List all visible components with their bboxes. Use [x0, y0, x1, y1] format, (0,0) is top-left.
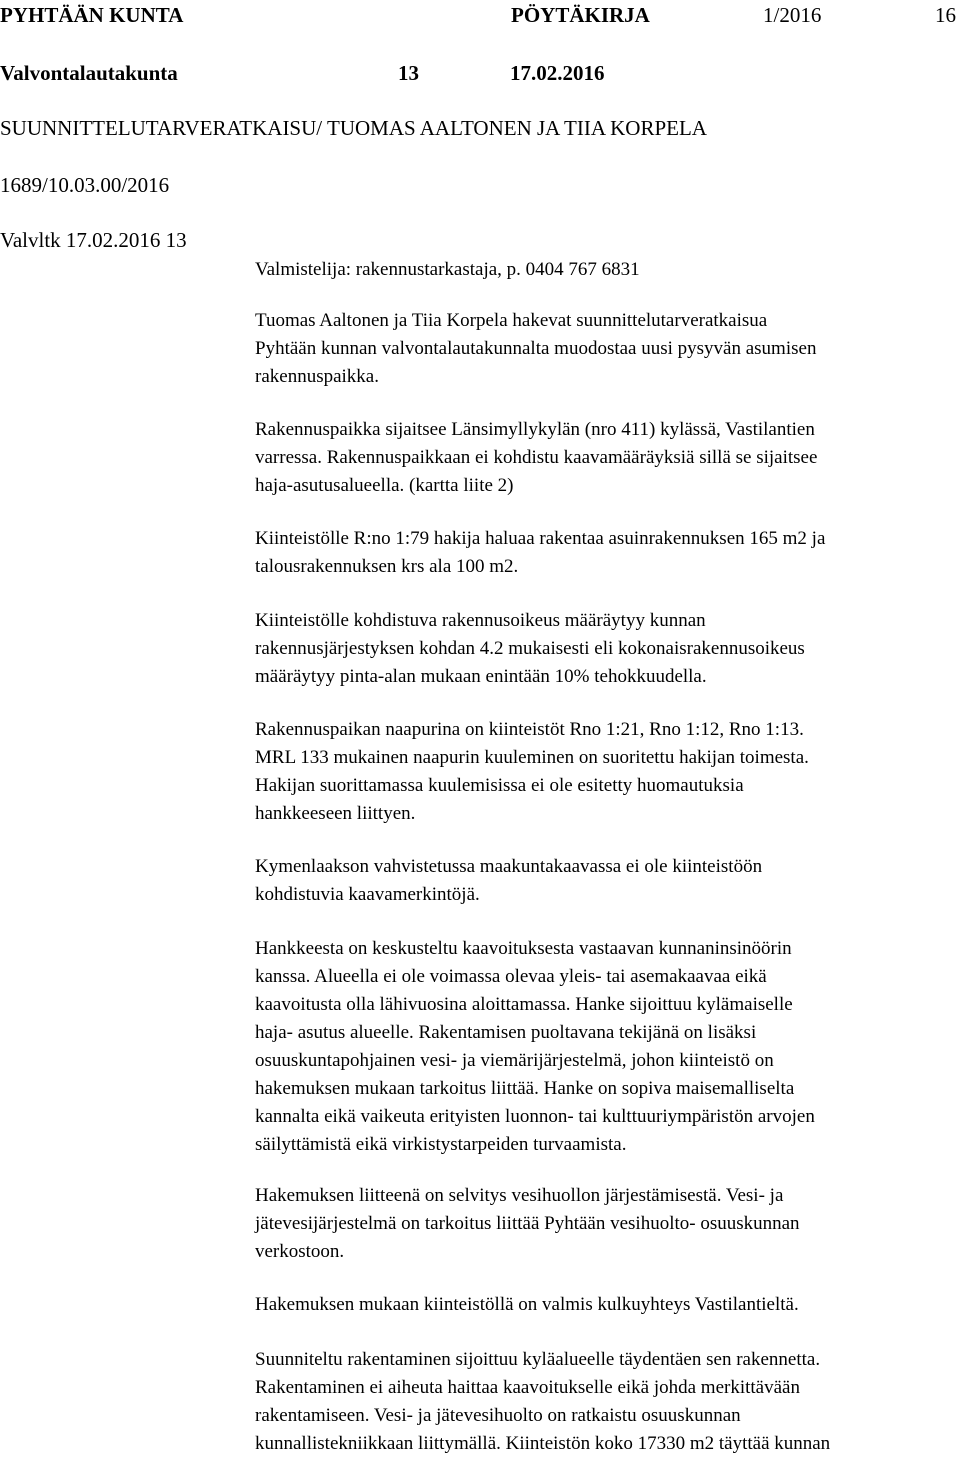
paragraph-access-road [255, 1291, 955, 1319]
text-line: kohdistuvia kaavamerkintöjä. [255, 884, 480, 905]
text-line: verkostoon. [255, 1241, 345, 1262]
text-line: Hankkeesta on keskusteltu kaavoituksesta vastaavan kunnaninsinöörin [255, 938, 792, 959]
section-number: 13 [398, 61, 419, 85]
document-type: PÖYTÄKIRJA [511, 3, 650, 27]
text-line: jätevesijärjestelmä on tarkoitus liittää Pyhtään vesihuolto- osuuskunnan [255, 1213, 800, 1234]
text-line: hankkeeseen liittyen. [255, 803, 416, 824]
paragraph-planning-discussion [255, 935, 955, 1159]
text-line: Hakijan suorittamassa kuulemisissa ei ole esitetty huomautuksia [255, 775, 744, 796]
paragraph-neighbours [255, 716, 955, 828]
page-number: 16 [935, 3, 956, 27]
meeting-date: 17.02.2016 [510, 61, 605, 85]
preparer-line: Valmistelija: rakennustarkastaja, p. 0404 767 6831 [255, 259, 640, 280]
meeting-reference: Valvltk 17.02.2016 13 [0, 228, 187, 252]
text-line: varressa. Rakennuspaikkaan ei kohdistu kaavamääräyksiä sillä se sijaitsee [255, 447, 818, 468]
text-line: rakennuspaikka. [255, 366, 379, 387]
text-line: Pyhtään kunnan valvontalautakunnalta muodostaa uusi pysyvän asumisen [255, 338, 817, 359]
text-line: Tuomas Aaltonen ja Tiia Korpela hakevat suunnittelutarveratkaisua [255, 310, 768, 331]
text-line: säilyttämistä eikä virkistystarpeiden turvaamista. [255, 1134, 627, 1155]
text-line: Rakennuspaikka sijaitsee Länsimyllykylän (nro 411) kylässä, Vastilantien [255, 419, 815, 440]
text-line: Hakemuksen liitteenä on selvitys vesihuollon järjestämisestä. Vesi- ja [255, 1185, 784, 1206]
paragraph-application [255, 307, 955, 391]
text-line: Suunniteltu rakentaminen sijoittuu kyläalueelle täydentäen sen rakennetta. [255, 1349, 821, 1370]
text-line: kannalta eikä vaikeuta erityisten luonnon- tai kulttuuriympäristön arvojen [255, 1106, 815, 1127]
text-line: hakemuksen mukaan tarkoitus liittää. Hanke on sopiva maisemalliselta [255, 1078, 795, 1099]
text-line: Hakemuksen mukaan kiinteistöllä on valmis kulkuyhteys Vastilantieltä. [255, 1294, 799, 1315]
document-number: 1/2016 [763, 3, 822, 27]
text-line: MRL 133 mukainen naapurin kuuleminen on suoritettu hakijan toimesta. [255, 747, 809, 768]
text-line: määräytyy pinta-alan mukaan enintään 10% tehokkuudella. [255, 666, 707, 687]
text-line: Rakentaminen ei aiheuta haittaa kaavoitukselle eikä johda merkittävään [255, 1377, 800, 1398]
text-line: rakentamiseen. Vesi- ja jätevesihuolto on ratkaistu osuuskunnan [255, 1405, 741, 1426]
record-number: 1689/10.03.00/2016 [0, 173, 170, 197]
board-name: Valvontalautakunta [0, 61, 178, 85]
municipality-name: PYHTÄÄN KUNTA [0, 3, 184, 27]
text-line: kaavoitusta olla lähivuosina aloittamassa. Hanke sijoittuu kylämaiselle [255, 994, 793, 1015]
paragraph-location [255, 416, 955, 500]
text-line: Kiinteistölle R:no 1:79 hakija haluaa rakentaa asuinrakennuksen 165 m2 ja [255, 528, 826, 549]
text-line: kunnallistekniikkaan liittymällä. Kiinteistön koko 17330 m2 täyttää kunnan [255, 1433, 831, 1454]
text-line: Rakennuspaikan naapurina on kiinteistöt Rno 1:21, Rno 1:12, Rno 1:13. [255, 719, 804, 740]
text-line: talousrakennuksen krs ala 100 m2. [255, 556, 519, 577]
text-line: kanssa. Alueella ei ole voimassa olevaa yleis- tai asemakaavaa eikä [255, 966, 767, 987]
text-line: haja-asutusalueella. (kartta liite 2) [255, 475, 514, 496]
text-line: Kymenlaakson vahvistetussa maakuntakaavassa ei ole kiinteistöön [255, 856, 763, 877]
text-line: Kiinteistölle kohdistuva rakennusoikeus määräytyy kunnan [255, 610, 706, 631]
paragraph-regional-plan [255, 853, 955, 909]
paragraph-water-supply [255, 1182, 955, 1266]
text-line: haja- asutus alueelle. Rakentamisen puoltavana tekijänä on lisäksi [255, 1022, 757, 1043]
text-line: osuuskuntapohjainen vesi- ja viemärijärjestelmä, johon kiinteistö on [255, 1050, 774, 1071]
paragraph-building-rights [255, 607, 955, 691]
paragraph-building-plan [255, 525, 955, 581]
paragraph-conclusion [255, 1346, 955, 1458]
case-title: SUUNNITTELUTARVERATKAISU/ TUOMAS AALTONEN JA TIIA KORPELA [0, 116, 707, 140]
text-line: rakennusjärjestyksen kohdan 4.2 mukaisesti eli kokonaisrakennusoikeus [255, 638, 805, 659]
